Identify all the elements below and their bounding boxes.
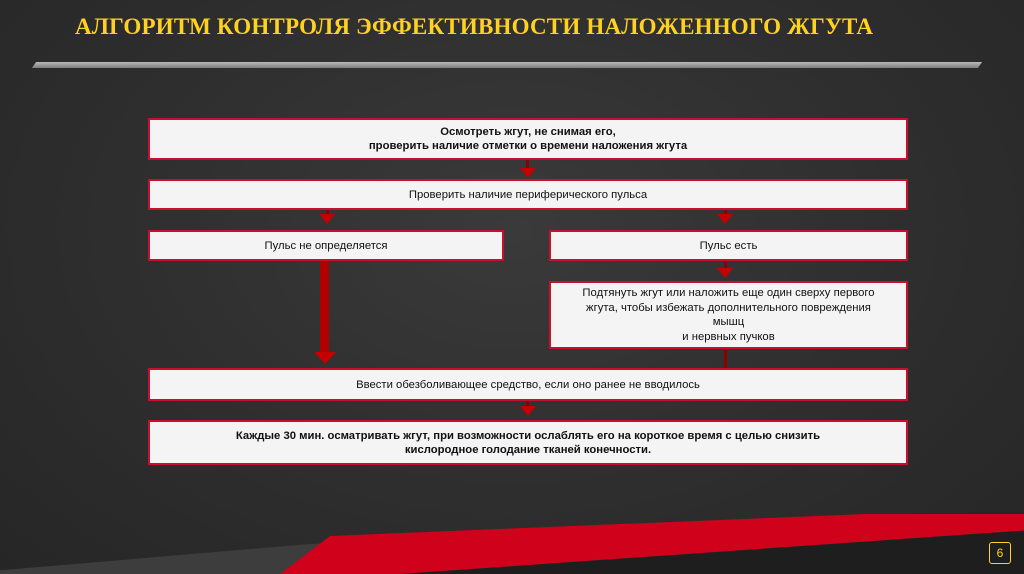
arrow-bottom [520,406,536,416]
arrow-1 [520,168,536,178]
arrow-right-2 [717,268,733,278]
step-inspect-line2: проверить наличие отметки о времени наложения жгута [368,140,688,152]
step-give-analgesic-text: Ввести обезболивающее средство, если оно ранее не вводилось [356,378,700,391]
step-inspect-tourniquet [148,118,908,160]
step-check-pulse [148,179,908,210]
page-number: 6 [989,542,1011,564]
step-tighten-line2: жгута, чтобы избежать дополнительного повреждения [586,301,871,314]
arrow-left-long [314,352,336,364]
title-underline [32,62,982,68]
step-tighten-line3: мышц [712,316,745,328]
connector-right-3 [724,348,727,368]
step-every-30-line1: Каждые 30 мин. осматривать жгут, при возможности ослаблять его на короткое время с целью снизить [235,429,821,442]
bottom-decoration [0,514,1024,574]
step-every-30-min [148,420,908,465]
connector-left-long [320,260,329,355]
step-give-analgesic [148,368,908,401]
step-pulse-present [549,230,908,261]
step-check-pulse-text: Проверить наличие периферического пульса [408,188,648,201]
slide-title: АЛГОРИТМ КОНТРОЛЯ ЭФФЕКТИВНОСТИ НАЛОЖЕННОГО ЖГУТА [75,14,874,39]
step-inspect-line1: Осмотреть жгут, не снимая его, [440,126,616,138]
step-tighten-line1: Подтянуть жгут или наложить еще один сверху первого [582,287,875,299]
step-tighten-line4: и нервных пучков [682,330,775,343]
step-pulse-present-text: Пульс есть [699,240,758,252]
step-every-30-line2: кислородное голодание тканей конечности. [404,443,652,456]
step-no-pulse-text: Пульс не определяется [264,240,388,252]
step-tighten-tourniquet [549,281,908,349]
arrow-right-1 [717,214,733,224]
arrow-left-1 [319,214,335,224]
step-no-pulse [148,230,504,261]
